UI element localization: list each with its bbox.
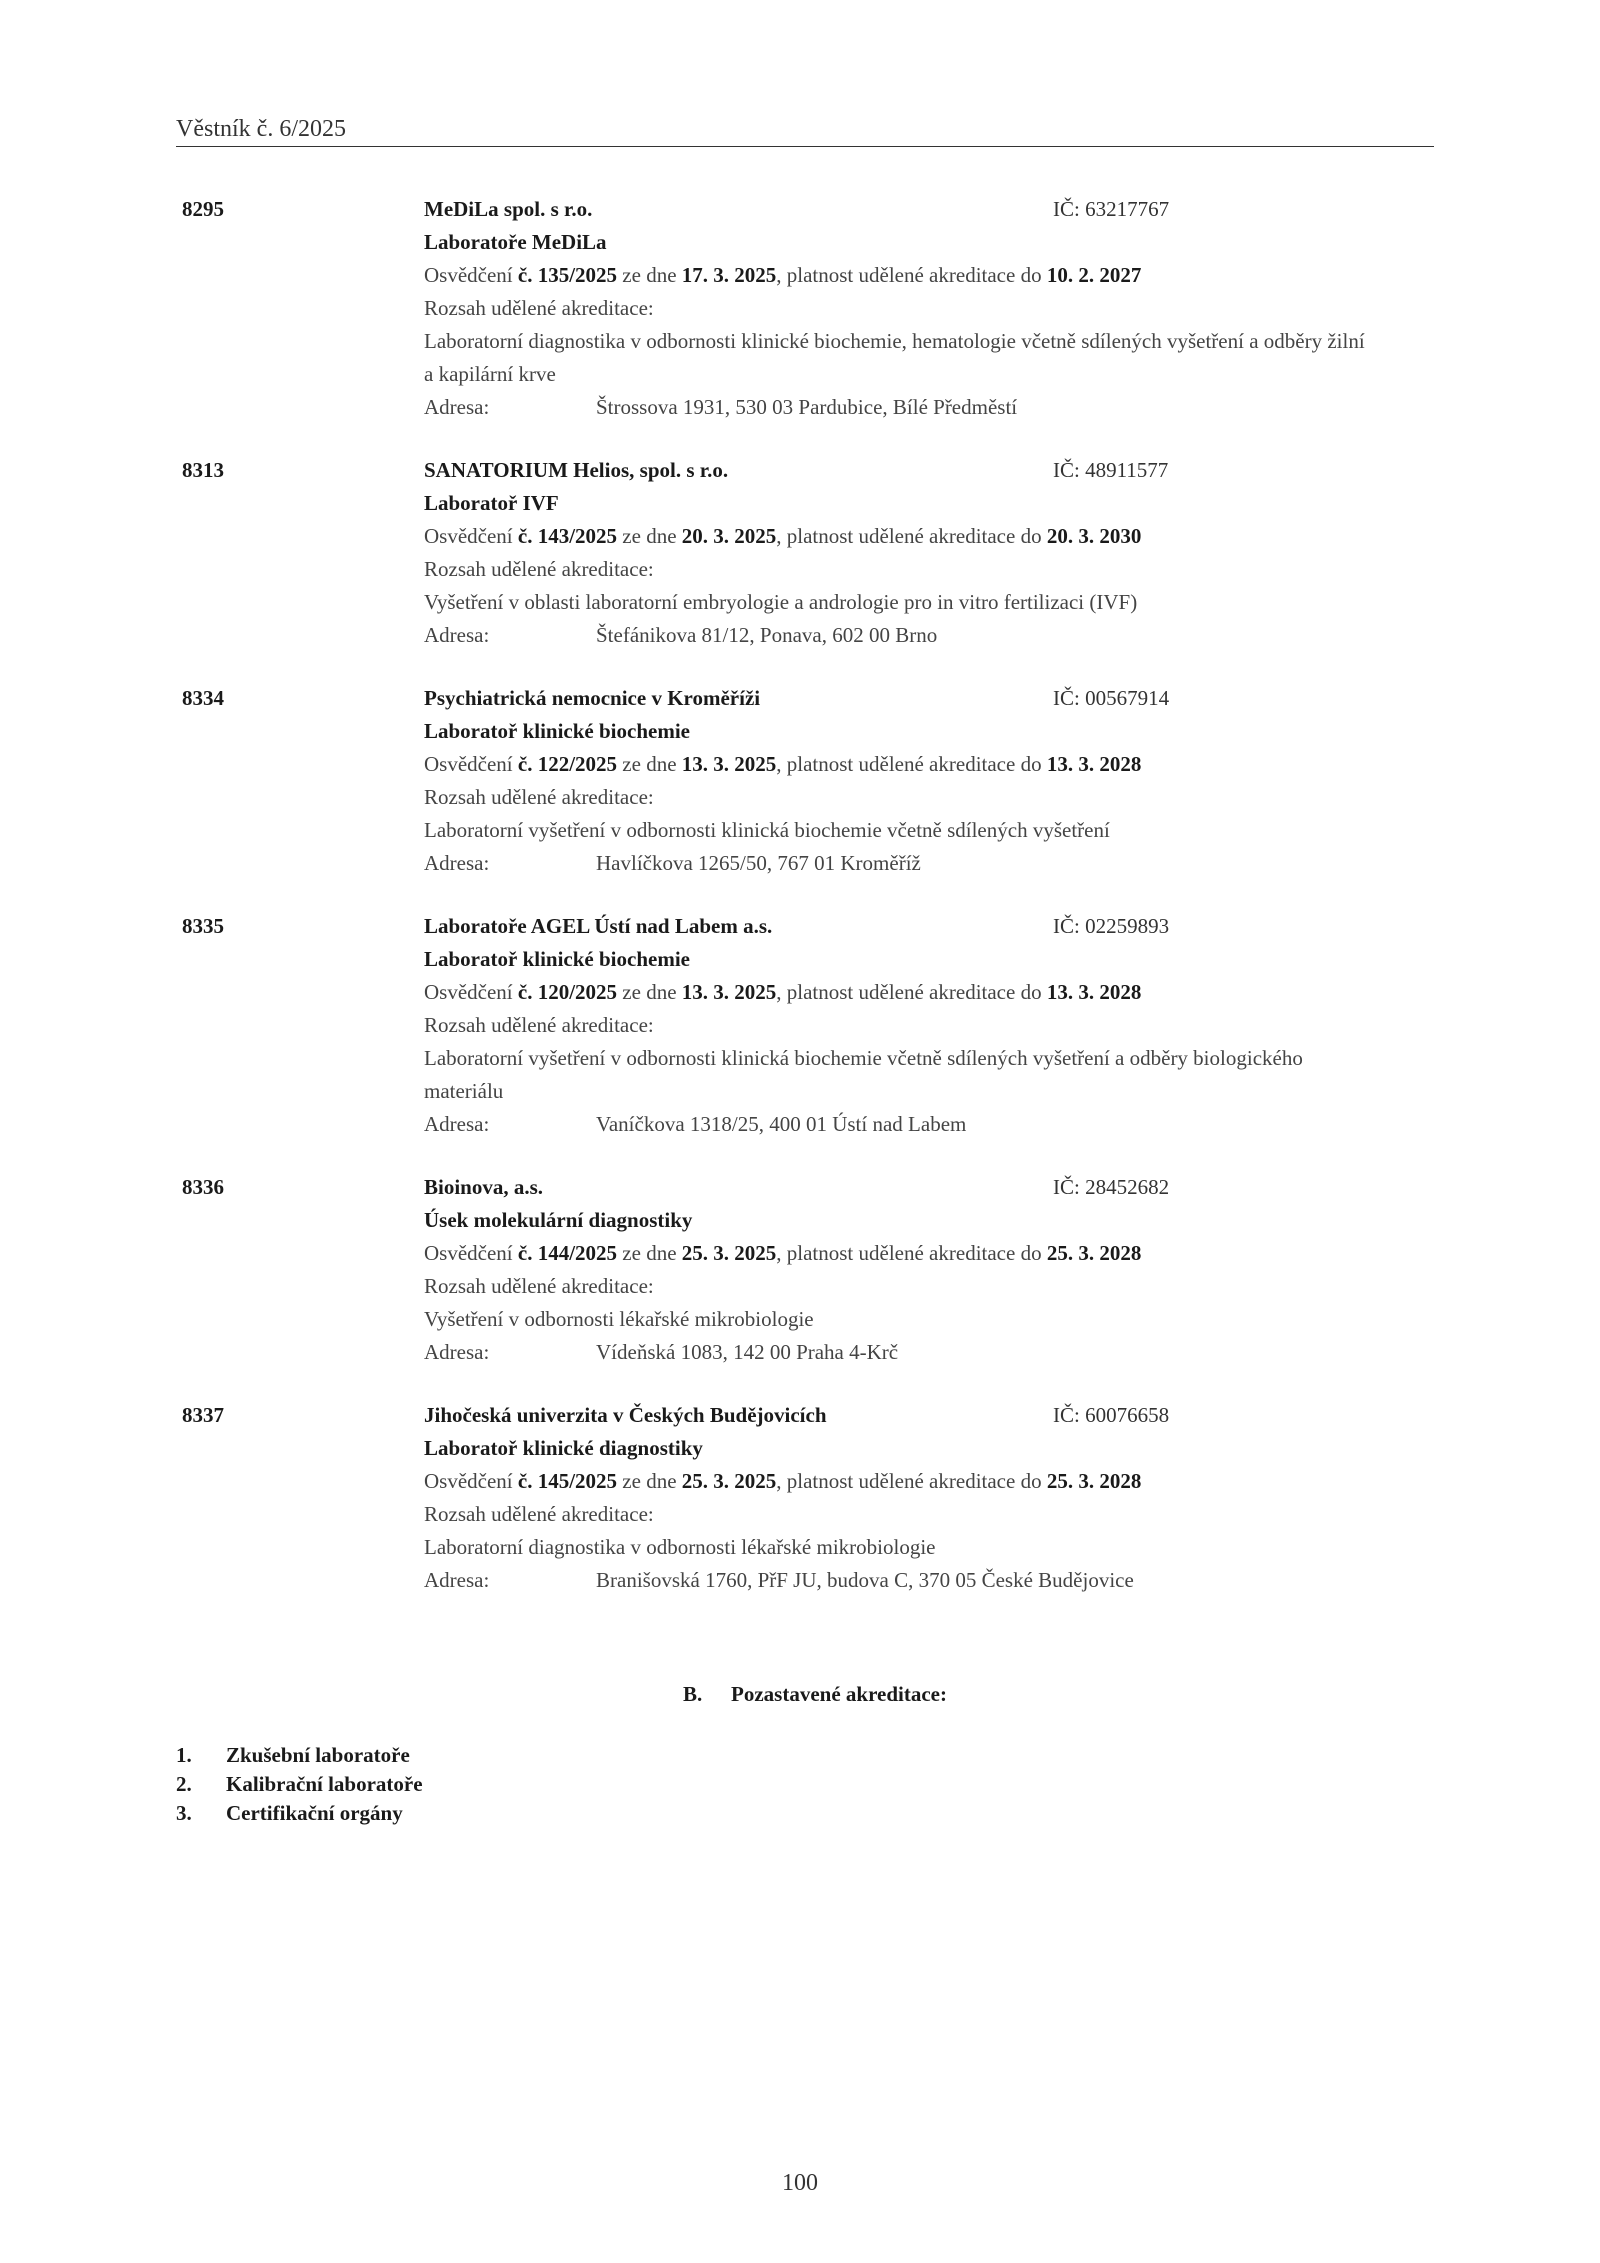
- page-number: 100: [782, 2170, 818, 2196]
- entry-certificate: Osvědčení č. 143/2025 ze dne 20. 3. 2025, platnost udělené akreditace do 20. 3. 2030: [424, 524, 1142, 548]
- entry-scope-text: Vyšetření v odbornosti lékařské mikrobiologie: [424, 1307, 814, 1331]
- entry-scope-text: Vyšetření v oblasti laboratorní embryologie a andrologie pro in vitro fertilizaci (IVF): [424, 590, 1138, 614]
- entry-number: 8336: [182, 1175, 224, 1199]
- entry-scope-text: Laboratorní diagnostika v odbornosti klinické biochemie, hematologie včetně sdílených vyšetření a odběry žilní a kapilární krve: [424, 329, 1365, 386]
- accreditation-entry: [182, 682, 1432, 880]
- entry-scope-label: Rozsah udělené akreditace:: [424, 1013, 654, 1037]
- entry-name: Jihočeská univerzita v Českých Budějovicích: [424, 1403, 827, 1427]
- entry-address: Adresa: Štefánikova 81/12, Ponava, 602 00 Brno: [424, 623, 938, 647]
- entry-number: 8313: [182, 458, 224, 482]
- accreditation-entry: [182, 910, 1432, 1141]
- entry-scope-text: Laboratorní vyšetření v odbornosti klinická biochemie včetně sdílených vyšetření a odběry biologického materiálu: [424, 1046, 1303, 1103]
- entry-ic: IČ: 00567914: [1053, 686, 1170, 710]
- entry-lab: Úsek molekulární diagnostiky: [424, 1208, 693, 1232]
- list-item: 2. Kalibrační laboratoře: [176, 1772, 423, 1796]
- entry-number: 8295: [182, 197, 224, 221]
- entry-lab: Laboratoř klinické biochemie: [424, 947, 690, 971]
- entry-address: Adresa: Vaníčkova 1318/25, 400 01 Ústí nad Labem: [424, 1112, 967, 1136]
- entry-ic: IČ: 63217767: [1053, 197, 1170, 221]
- journal-title: Věstník č. 6/2025: [176, 116, 346, 142]
- entry-name: Laboratoře AGEL Ústí nad Labem a.s.: [424, 914, 773, 938]
- entry-address: Adresa: Štrossova 1931, 530 03 Pardubice, Bílé Předměstí: [424, 395, 1018, 419]
- accreditation-entry: [182, 454, 1432, 652]
- entry-scope-label: Rozsah udělené akreditace:: [424, 785, 654, 809]
- entry-name: Psychiatrická nemocnice v Kroměříži: [424, 686, 761, 710]
- entry-lab: Laboratoř klinické diagnostiky: [424, 1436, 703, 1460]
- entry-name: Bioinova, a.s.: [424, 1175, 544, 1199]
- section-letter: B.: [683, 1682, 703, 1706]
- list-item: 3. Certifikační orgány: [176, 1801, 403, 1825]
- entry-name: SANATORIUM Helios, spol. s r.o.: [424, 458, 729, 482]
- entry-address: Adresa: Havlíčkova 1265/50, 767 01 Kroměříž: [424, 851, 921, 875]
- entry-certificate: Osvědčení č. 120/2025 ze dne 13. 3. 2025, platnost udělené akreditace do 13. 3. 2028: [424, 980, 1142, 1004]
- entry-scope-text: Laboratorní diagnostika v odbornosti lékařské mikrobiologie: [424, 1535, 936, 1559]
- entry-certificate: Osvědčení č. 122/2025 ze dne 13. 3. 2025, platnost udělené akreditace do 13. 3. 2028: [424, 752, 1142, 776]
- entry-address: Adresa: Branišovská 1760, PřF JU, budova C, 370 05 České Budějovice: [424, 1568, 1134, 1592]
- entry-number: 8334: [182, 686, 224, 710]
- entry-scope-label: Rozsah udělené akreditace:: [424, 557, 654, 581]
- entry-certificate: Osvědčení č. 135/2025 ze dne 17. 3. 2025, platnost udělené akreditace do 10. 2. 2027: [424, 263, 1142, 287]
- entry-scope-label: Rozsah udělené akreditace:: [424, 1502, 654, 1526]
- entry-scope-label: Rozsah udělené akreditace:: [424, 1274, 654, 1298]
- section-heading: [683, 1682, 947, 1707]
- section-title: Pozastavené akreditace:: [731, 1682, 947, 1706]
- entry-scope-label: Rozsah udělené akreditace:: [424, 296, 654, 320]
- entry-lab: Laboratoř IVF: [424, 491, 559, 515]
- entry-number: 8337: [182, 1403, 224, 1427]
- entry-certificate: Osvědčení č. 144/2025 ze dne 25. 3. 2025, platnost udělené akreditace do 25. 3. 2028: [424, 1241, 1142, 1265]
- entry-ic: IČ: 02259893: [1053, 914, 1170, 938]
- entry-lab: Laboratoř klinické biochemie: [424, 719, 690, 743]
- accreditation-list: [182, 193, 1432, 1627]
- category-list: [176, 1741, 423, 1828]
- page-header: [176, 112, 1434, 147]
- entry-number: 8335: [182, 914, 224, 938]
- entry-lab: Laboratoře MeDiLa: [424, 230, 607, 254]
- entry-certificate: Osvědčení č. 145/2025 ze dne 25. 3. 2025, platnost udělené akreditace do 25. 3. 2028: [424, 1469, 1142, 1493]
- accreditation-entry: [182, 193, 1432, 424]
- list-item: 1. Zkušební laboratoře: [176, 1743, 410, 1767]
- entry-address: Adresa: Vídeňská 1083, 142 00 Praha 4-Krč: [424, 1340, 899, 1364]
- accreditation-entry: [182, 1399, 1432, 1597]
- entry-ic: IČ: 28452682: [1053, 1175, 1170, 1199]
- entry-name: MeDiLa spol. s r.o.: [424, 197, 593, 221]
- accreditation-entry: [182, 1171, 1432, 1369]
- entry-ic: IČ: 60076658: [1053, 1403, 1170, 1427]
- entry-ic: IČ: 48911577: [1053, 458, 1169, 482]
- entry-scope-text: Laboratorní vyšetření v odbornosti klinická biochemie včetně sdílených vyšetření: [424, 818, 1110, 842]
